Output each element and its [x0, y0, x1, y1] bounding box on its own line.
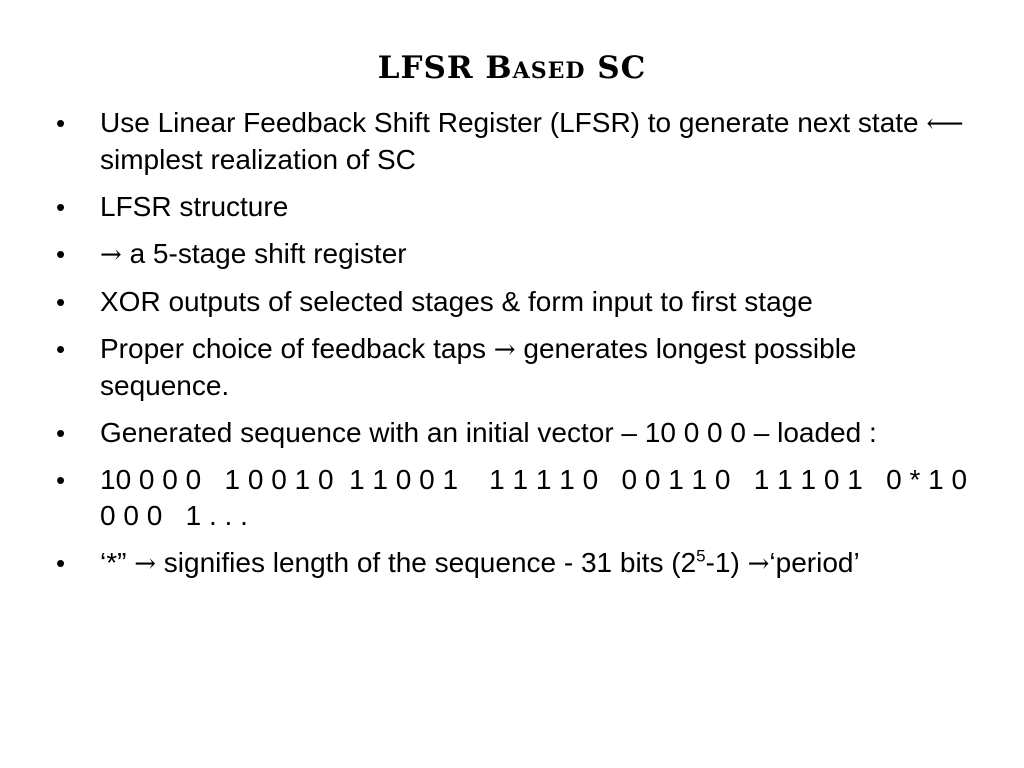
bullet-text: LFSR structure [100, 191, 289, 222]
bullet-text: ‘period’ [769, 547, 860, 578]
bullet-text: XOR outputs of selected stages & form input to first stage [100, 286, 813, 317]
exponent: 5 [696, 546, 706, 566]
bullet-dot: • [56, 548, 66, 578]
bullet-dot: • [56, 287, 66, 317]
bullet-text: a 5-stage shift register [121, 238, 407, 269]
bullet-item [52, 284, 972, 320]
bullet-item [52, 462, 975, 534]
bullet-item [52, 545, 972, 582]
bullet-text: simplest realization of SC [100, 144, 416, 175]
bullet-dot: • [56, 108, 66, 138]
bullet-dot: • [56, 239, 66, 269]
right-arrow-icon: → [747, 549, 770, 579]
right-arrow-icon: → [134, 549, 157, 579]
right-arrow-icon: → [493, 335, 516, 365]
bullet-item [52, 105, 972, 178]
right-arrow-icon: → [100, 240, 122, 270]
bullet-text: -1) [705, 547, 748, 578]
bullet-text: Proper choice of feedback taps [100, 333, 494, 364]
bullet-dot: • [56, 192, 66, 222]
bullet-text: generates longest possible sequence. [100, 333, 857, 401]
bullet-item [52, 189, 972, 225]
bullet-item [52, 236, 972, 273]
bullet-text: Use Linear Feedback Shift Register (LFSR) to generate next state [100, 107, 927, 138]
bullet-text: Generated sequence with an initial vector – 10 0 0 0 – loaded : [100, 417, 877, 448]
bullet-text: signifies length of the sequence - 31 bits (2 [156, 547, 697, 578]
bullet-text: ‘*” [100, 547, 135, 578]
bullet-dot: • [56, 334, 66, 364]
bullet-list [52, 105, 975, 593]
bullet-dot: • [56, 418, 66, 448]
left-arrow-icon: ⟵ [926, 109, 964, 139]
slide-title: LFSR Based SC [377, 50, 647, 86]
bullet-item [52, 331, 972, 404]
bullet-text: 10 0 0 0 1 0 0 1 0 1 1 0 0 1 1 1 1 1 0 0 0 1 1 0 1 1 1 0 1 0 * 1 0 0 0 0 1 . . . [100, 464, 975, 531]
bullet-item [52, 415, 972, 451]
bullet-dot: • [56, 465, 66, 495]
